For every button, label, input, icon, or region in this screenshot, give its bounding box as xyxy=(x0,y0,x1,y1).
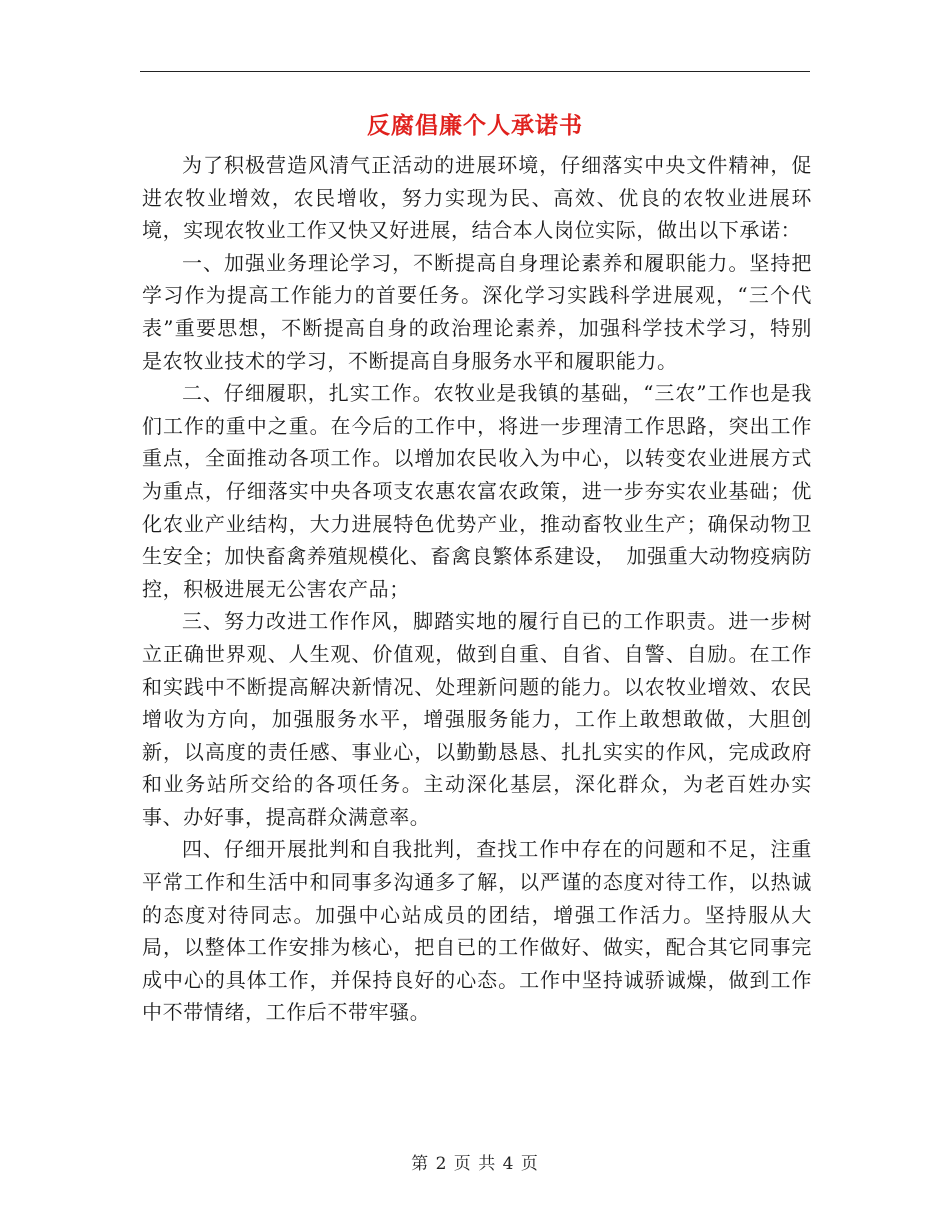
paragraph-commitment-3: 三、努力改进工作作风，脚踏实地的履行自已的工作职责。进一步树立正确世界观、人生观、价值观，做到自重、自省、自警、自励。在工作和实践中不断提高解决新情况、处理新问题的能力。以农牧业增效、农民增收为方向，加强服务水平，增强服务能力，工作上敢想敢做，大胆创新，以高度的责任感、事业心，以勤勤恳恳、扎扎实实的作风，完成政府和业务站所交给的各项任务。主动深化基层，深化群众，为老百姓办实事、办好事，提高群众满意率。 xyxy=(142,609,812,829)
page-number-footer: 第 2 页 共 4 页 xyxy=(411,1154,539,1174)
paragraph-commitment-4: 四、仔细开展批判和自我批判，查找工作中存在的问题和不足，注重平常工作和生活中和同事多沟通多了解，以严谨的态度对待工作，以热诚的态度对待同志。加强中心站成员的团结，增强工作活力。坚持服从大局，以整体工作安排为核心，把自已的工作做好、做实，配合其它同事完成中心的具体工作，并保持良好的心态。工作中坚持诚骄诚燥，做到工作中不带情绪，工作后不带牢骚。 xyxy=(142,837,812,1025)
paragraph-commitment-2: 二、仔细履职，扎实工作。农牧业是我镇的基础，“三农”工作也是我们工作的重中之重。在今后的工作中，将进一步理清工作思路，突出工作重点，全面推动各项工作。以增加农民收入为中心，以转变农业进展方式为重点，仔细落实中央各项支农惠农富农政策，进一步夯实农业基础；优化农业产业结构，大力进展特色优势产业，推动畜牧业生产；确保动物卫生安全；加快畜禽养殖规模化、畜禽良繁体系建设， 加强重大动物疫病防控，积极进展无公害农产品； xyxy=(142,381,812,601)
document-title: 反腐倡廉个人承诺书 xyxy=(367,113,583,139)
document-body xyxy=(142,149,812,1029)
paragraph-commitment-1: 一、加强业务理论学习，不断提高自身理论素养和履职能力。坚持把学习作为提高工作能力的首要任务。深化学习实践科学进展观，“三个代表”重要思想，不断提高自身的政治理论素养，加强科学技术学习，特别是农牧业技术的学习，不断提高自身服务水平和履职能力。 xyxy=(142,250,812,373)
header-rule xyxy=(140,71,810,72)
paragraph-intro: 为了积极营造风清气正活动的进展环境，仔细落实中央文件精神，促进农牧业增效，农民增收，努力实现为民、高效、优良的农牧业进展环境，实现农牧业工作又快又好进展，结合本人岗位实际，做出以下承诺： xyxy=(142,153,812,243)
